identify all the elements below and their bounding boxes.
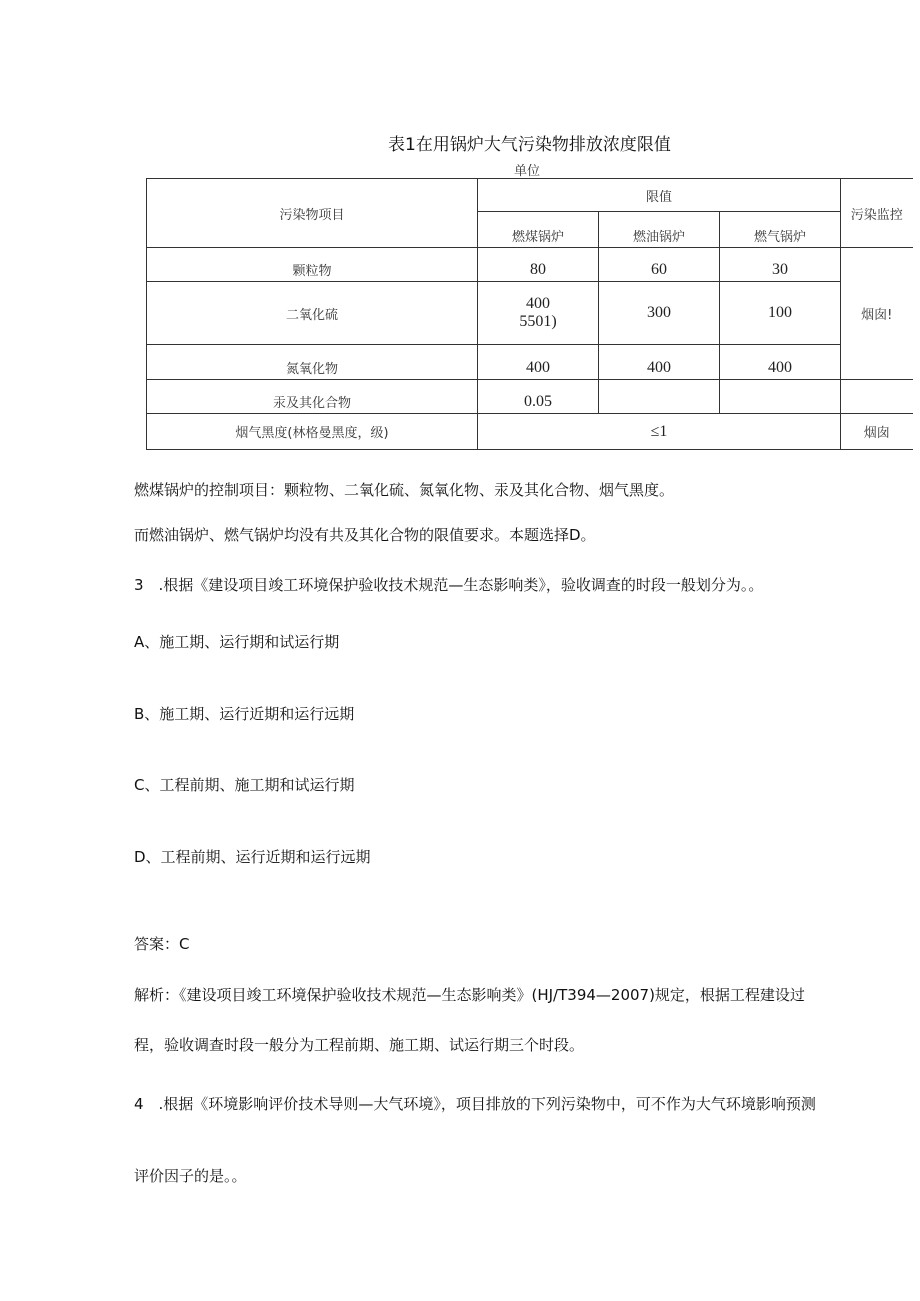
table-row <box>147 380 913 414</box>
table-row <box>147 414 913 450</box>
cell-gas: 400 <box>720 345 841 380</box>
header-gas: 燃气锅炉 <box>720 212 841 248</box>
analysis-line-2: 程，验收调查时段一般分为工程前期、施工期、试运行期三个时段。 <box>134 1036 585 1054</box>
cell-gas <box>720 380 841 414</box>
cell-coal: 400 <box>478 345 599 380</box>
cell-coal-extra: 5501) <box>519 313 557 330</box>
header-coal: 燃煤锅炉 <box>478 212 599 248</box>
cell-oil <box>599 380 720 414</box>
cell-gas: 30 <box>720 248 841 282</box>
monitor-location: 烟囱 <box>841 414 913 450</box>
row-name: 汞及其化合物 <box>147 380 478 414</box>
header-monitor: 污染监控 <box>841 179 913 248</box>
paragraph: 而燃油锅炉、燃气锅炉均没有共及其化合物的限值要求。本题选择D。 <box>134 526 596 544</box>
option-a: A、施工期、运行期和试运行期 <box>134 633 340 651</box>
cell-coal <box>478 282 599 345</box>
cell-oil: 60 <box>599 248 720 282</box>
option-c: C、工程前期、施工期和试运行期 <box>134 776 355 794</box>
cell-merged: ≤1 <box>478 414 841 450</box>
monitor-blank <box>841 380 913 414</box>
row-name: 氮氧化物 <box>147 345 478 380</box>
answer: 答案：C <box>134 935 190 953</box>
table-row <box>147 248 913 282</box>
question-3: 3 .根据《建设项目竣工环境保护验收技术规范—生态影响类》，验收调查的时段一般划分为。。 <box>134 576 764 594</box>
unit-label: 单位 <box>514 164 541 179</box>
option-d: D、工程前期、运行近期和运行远期 <box>134 848 371 866</box>
analysis-line-1: 解析：《建设项目竣工环境保护验收技术规范—生态影响类》(HJ/T394—2007)规定，根据工程建设过 <box>134 986 805 1004</box>
header-item: 污染物项目 <box>147 179 478 248</box>
paragraph: 燃煤锅炉的控制项目：颗粒物、二氧化硫、氮氧化物、汞及其化合物、烟气黑度。 <box>134 481 675 499</box>
cell-oil: 300 <box>599 282 720 345</box>
option-b: B、施工期、运行近期和运行远期 <box>134 705 355 723</box>
cell-oil: 400 <box>599 345 720 380</box>
question-4-line-2: 评价因子的是。。 <box>134 1167 247 1185</box>
table-title: 表1在用锅炉大气污染物排放浓度限值 <box>388 135 671 155</box>
row-name: 二氧化硫 <box>147 282 478 345</box>
row-name: 颗粒物 <box>147 248 478 282</box>
monitor-location: 烟囱! <box>841 248 913 380</box>
table-row <box>147 345 913 380</box>
question-4-line-1: 4 .根据《环境影响评价技术导则—大气环境》，项目排放的下列污染物中，可不作为大气环境影响预测 <box>134 1095 816 1113</box>
table-row <box>147 282 913 345</box>
cell-coal: 80 <box>478 248 599 282</box>
header-oil: 燃油锅炉 <box>599 212 720 248</box>
row-name: 烟气黑度(林格曼黑度，级) <box>147 414 478 450</box>
cell-coal-value: 400 <box>526 295 550 312</box>
emission-limits-table <box>146 178 913 450</box>
cell-gas: 100 <box>720 282 841 345</box>
cell-coal: 0.05 <box>478 380 599 414</box>
header-limit: 限值 <box>478 179 841 212</box>
